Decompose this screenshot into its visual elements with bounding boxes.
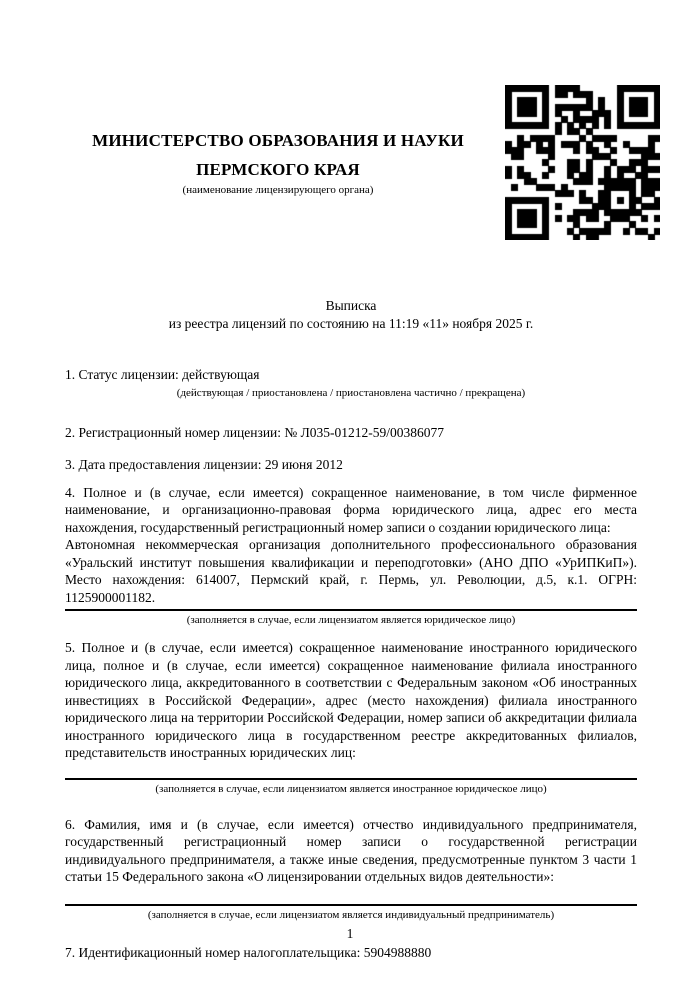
item-foreign-entity-info	[65, 639, 637, 796]
issuer-caption: (наименование лицензирующего органа)	[182, 184, 374, 196]
page-number: 1	[346, 926, 354, 941]
foreign-entity-clause: 5. Полное и (в случае, если имеется) сокращенное наименование иностранного юридического лица, полное и (в случае, если имеется) сокращенное наименование филиала иностранного юридического лица, аккредитованного в соответствии с Федеральным законом «Об иностранных инвестициях в Российской Федерации», адрес (место нахождения) филиала иностранного юридического лица на территории Российской Федерации, номер записи об аккредитации филиала иностранного юридического лица в государственном реестре аккредитованных филиалов, представительств иностранных юридических лиц:	[65, 640, 637, 760]
entrepreneur-caption: (заполняется в случае, если лицензиатом является индивидуальный предприниматель)	[147, 908, 555, 921]
legal-entity-value: Автономная некоммерческая организация дополнительного профессионального образования «Уральский институт повышения квалификации и переподготовки» (АНО ДПО «УрИПКиП»). Место нахождения: 614007, Пермский край, г. Пермь, ул. Революции, д.5, к.1. ОГРН: 1125900001182.	[65, 537, 637, 605]
document-title	[65, 297, 637, 333]
document-title-line1: Выписка	[325, 298, 377, 313]
ministry-name-line2: ПЕРМСКОГО КРАЯ	[196, 160, 360, 179]
document-body	[65, 297, 637, 961]
issuer-header	[65, 126, 491, 197]
legal-entity-clause: 4. Полное и (в случае, если имеется) сокращенное наименование, в том числе фирменное наименование, и организационно-правовая форма юридического лица, адрес его места нахождения, государственный регистрационный номер записи о создании юридического лица:	[65, 484, 637, 535]
item-grant-date	[65, 456, 637, 474]
item-legal-entity-info	[65, 484, 637, 628]
item-individual-entrepreneur-info	[65, 816, 637, 922]
status-options-caption: (действующая / приостановлена / приостановлена частично / прекращена)	[176, 386, 526, 399]
taxpayer-id-text: 7. Идентификационный номер налогоплательщика: 5904988880	[65, 944, 432, 960]
blank-field-line	[65, 778, 637, 780]
registration-number-text: 2. Регистрационный номер лицензии: № Л035-01212-59/00386077	[65, 424, 445, 440]
grant-date-text: 3. Дата предоставления лицензии: 29 июня 2012	[65, 457, 343, 472]
empty-field	[65, 886, 637, 901]
qr-code-icon	[505, 85, 660, 240]
ministry-name	[65, 126, 491, 184]
empty-field	[65, 762, 637, 775]
blank-field-line	[65, 904, 637, 906]
legal-entity-caption: (заполняется в случае, если лицензиатом является юридическое лицо)	[186, 614, 516, 626]
blank-field-line	[65, 609, 637, 611]
license-status-text: 1. Статус лицензии: действующая	[65, 367, 260, 382]
item-registration-number	[65, 424, 637, 442]
item-license-status	[65, 366, 637, 400]
entrepreneur-clause: 6. Фамилия, имя и (в случае, если имеется) отчество индивидуального предпринимателя, государственный регистрационный номер записи о государственной регистрации индивидуального предпринимателя, а также иные сведения, предусмотренные пунктом 3 части 1 статьи 15 Федерального закона «О лицензировании отдельных видов деятельности»:	[65, 816, 637, 884]
foreign-entity-caption: (заполняется в случае, если лицензиатом является иностранное юридическое лицо)	[155, 782, 547, 795]
document-title-line2: из реестра лицензий по состоянию на 11:19 «11» ноября 2025 г.	[168, 316, 534, 331]
ministry-name-line1: МИНИСТЕРСТВО ОБРАЗОВАНИЯ И НАУКИ	[92, 131, 464, 150]
item-taxpayer-id	[65, 944, 637, 962]
